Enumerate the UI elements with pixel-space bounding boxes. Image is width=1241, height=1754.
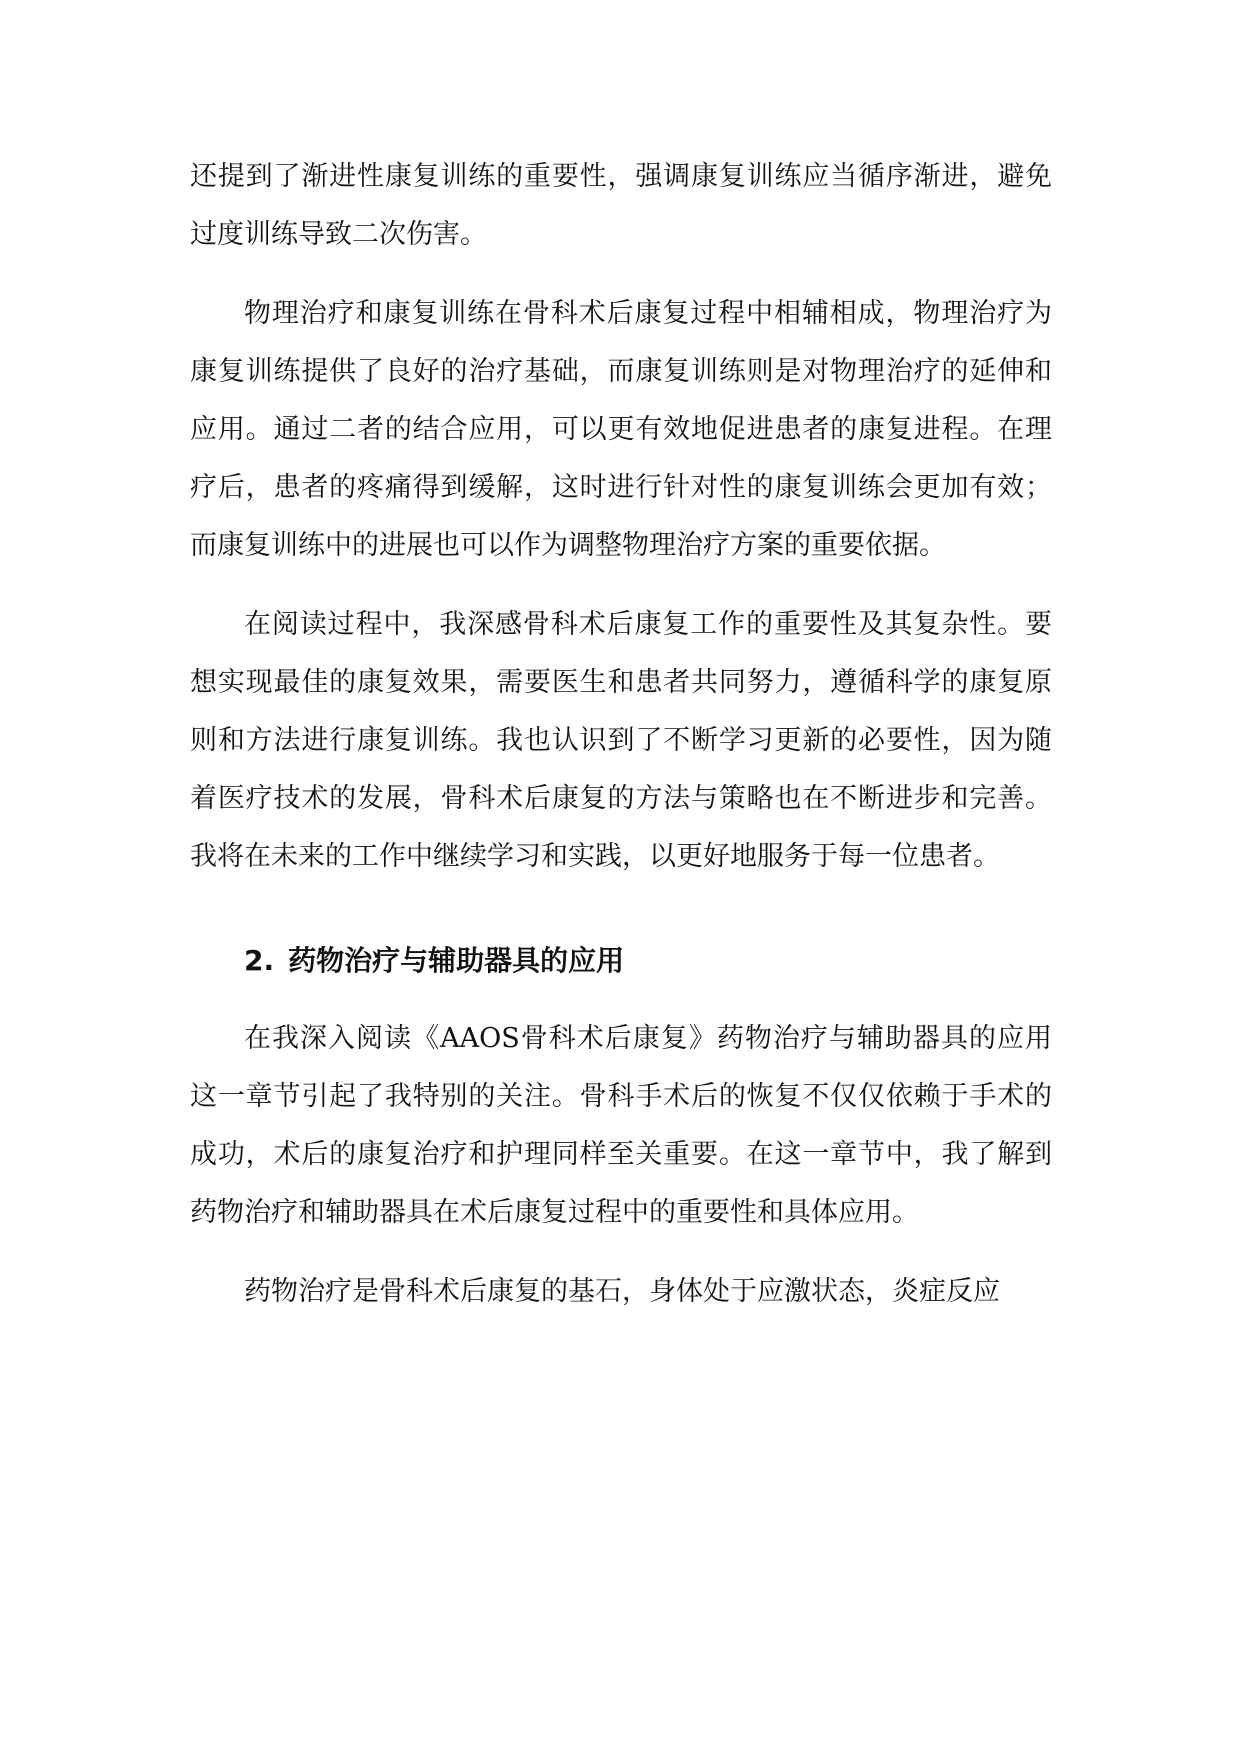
- section-number: 2.: [244, 944, 275, 977]
- paragraph-continuation: 还提到了渐进性康复训练的重要性，强调康复训练应当循序渐进，避免过度训练导致二次伤害。: [190, 161, 1052, 250]
- section-title: 药物治疗与辅助器具的应用: [288, 944, 625, 977]
- paragraph-physical-therapy: 物理治疗和康复训练在骨科术后康复过程中相辅相成，物理治疗为康复训练提供了良好的治疗基础，而康复训练则是对物理治疗的延伸和应用。通过二者的结合应用，可以更有效地促进患者的康复进程。在理疗后，患者的疼痛得到缓解，这时进行针对性的康复训练会更加有效；而康复训练中的进展也可以作为调整物理治疗方案的重要依据。: [190, 298, 1052, 561]
- section-heading: [244, 932, 1052, 990]
- paragraph-drug-therapy: 药物治疗是骨科术后康复的基石，身体处于应激状态，炎症反应: [244, 1276, 1000, 1307]
- paragraph-reflection: 在阅读过程中，我深感骨科术后康复工作的重要性及其复杂性。要想实现最佳的康复效果，需要医生和患者共同努力，遵循科学的康复原则和方法进行康复训练。我也认识到了不断学习更新的必要性，因为随着医疗技术的发展，骨科术后康复的方法与策略也在不断进步和完善。我将在未来的工作中继续学习和实践，以更好地服务于每一位患者。: [190, 609, 1052, 872]
- document-body: [190, 148, 1052, 1342]
- paragraph-section-intro: 在我深入阅读《AAOS骨科术后康复》药物治疗与辅助器具的应用这一章节引起了我特别的关注。骨科手术后的恢复不仅仅依赖于手术的成功，术后的康复治疗和护理同样至关重要。在这一章节中，我了解到药物治疗和辅助器具在术后康复过程中的重要性和具体应用。: [190, 1023, 1052, 1228]
